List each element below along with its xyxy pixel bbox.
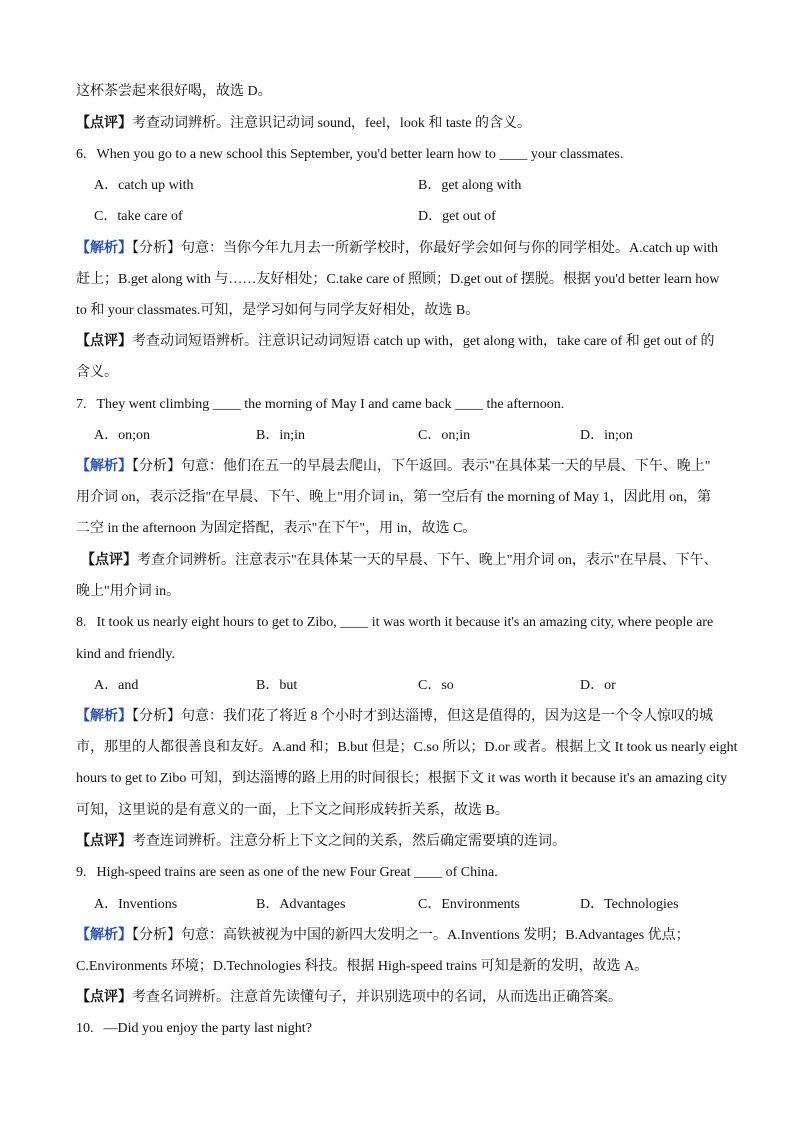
q6-option-d: D．get out of xyxy=(418,209,496,224)
question-number: 9. xyxy=(76,865,87,880)
q9-comment-line-1: 【点评】考查名词辨析。注意首先读懂句子，并识别选项中的名词，从而选出正确答案。 xyxy=(76,990,622,1005)
q7-comment-line-2: 晚上"用介词 in。 xyxy=(76,584,181,599)
fenxi-tag: 【分析】 xyxy=(132,928,181,943)
question-8-stem: 8. It took us nearly eight hours to get to Zibo, ____ it was worth it because it's an amazing city, where people are xyxy=(76,613,748,633)
q6-analysis-line-2: 赶上；B.get along with 与……友好相处；C.take care of 照顾；D.get out of 摆脱。根据 you'd better learn how xyxy=(76,272,720,287)
q9-analysis-line-1: 【解析】【分析】句意：高铁被视为中国的新四大发明之一。A.Inventions 发明；B.Advantages 优点； xyxy=(76,928,690,943)
question-number: 7. xyxy=(76,397,87,412)
q8-option-d: D．or xyxy=(580,678,616,693)
q8-analysis-line-1: 【解析】【分析】句意：我们花了将近 8 个小时才到达淄博，但这是值得的，因为这是一个令人惊叹的城 xyxy=(76,709,713,724)
q8-option-c: C．so xyxy=(418,678,454,693)
answer-continuation: 这杯茶尝起来很好喝，故选 D。 xyxy=(76,84,272,99)
comment-tag: 【点评】 xyxy=(81,553,137,568)
q9-option-a: A．Inventions xyxy=(94,897,178,912)
q7-analysis-line-3: 二空 in the afternoon 为固定搭配，表示"在下午"，用 in，故选 C。 xyxy=(76,521,477,536)
question-number: 8. xyxy=(76,615,87,630)
fenxi-tag: 【分析】 xyxy=(132,241,181,256)
q6-comment-line-1: 【点评】考查动词短语辨析。注意识记动词短语 catch up with，get along with，take care of 和 get out of 的 xyxy=(76,334,715,349)
q8-option-b: B．but xyxy=(256,678,298,693)
question-7-stem: 7. They went climbing ____ the morning of May I and came back ____ the afternoon. xyxy=(76,395,748,415)
q6-option-a: A．catch up with xyxy=(94,178,194,193)
q6-analysis-line-1: 【解析】【分析】句意：当你今年九月去一所新学校时，你最好学会如何与你的同学相处。A.catch up with xyxy=(76,241,719,256)
q7-option-b: B．in;in xyxy=(256,428,306,443)
q8-comment-line-1: 【点评】考查连词辨析。注意分析上下文之间的关系，然后确定需要填的连词。 xyxy=(76,834,566,849)
q7-option-c: C．on;in xyxy=(418,428,471,443)
q7-analysis-line-2: 用介词 on，表示泛指"在早晨、下午、晚上"用介词 in，第一空后有 the morning of May 1，因此用 on，第 xyxy=(76,490,712,505)
jiexi-tag: 【解析】 xyxy=(76,459,132,474)
question-number: 10. xyxy=(76,1021,94,1036)
q7-option-d: D．in;on xyxy=(580,428,633,443)
fenxi-tag: 【分析】 xyxy=(132,709,181,724)
question-number: 6. xyxy=(76,147,87,162)
question-6-stem: 6. When you go to a new school this September, you'd better learn how to ____ your classmates. xyxy=(76,145,748,165)
q9-option-d: D．Technologies xyxy=(580,897,679,912)
comment-tag: 【点评】 xyxy=(76,116,132,131)
fenxi-tag: 【分析】 xyxy=(132,459,181,474)
q9-analysis-line-2: C.Environments 环境；D.Technologies 科技。根据 High-speed trains 可知是新的发明，故选 A。 xyxy=(76,959,649,974)
q8-analysis-line-3: hours to get to Zibo 可知，到达淄博的路上用的时间很长；根据下文 it was worth it because it's an amazing city xyxy=(76,771,728,786)
q6-option-c: C．take care of xyxy=(94,209,183,224)
question-10-stem: 10. —Did you enjoy the party last night? xyxy=(76,1019,748,1039)
q6-option-b: B．get along with xyxy=(418,178,522,193)
jiexi-tag: 【解析】 xyxy=(76,241,132,256)
q9-option-c: C．Environments xyxy=(418,897,520,912)
q6-analysis-line-3: to 和 your classmates.可知，是学习如何与同学友好相处，故选 B。 xyxy=(76,303,480,318)
comment-tag: 【点评】 xyxy=(76,990,132,1005)
q7-option-a: A．on;on xyxy=(94,428,150,443)
comment-tag: 【点评】 xyxy=(76,334,132,349)
q7-comment-line-1: 【点评】考查介词辨析。注意表示"在具体某一天的早晨、下午、晚上"用介词 on，表示"在早晨、下午、 xyxy=(81,553,718,568)
question-9-stem: 9. High-speed trains are seen as one of the new Four Great ____ of China. xyxy=(76,863,748,883)
q7-analysis-line-1: 【解析】【分析】句意：他们在五一的早晨去爬山，下午返回。表示"在具体某一天的早晨、下午、晚上" xyxy=(76,459,711,474)
q6-comment-line-2: 含义。 xyxy=(76,365,118,380)
jiexi-tag: 【解析】 xyxy=(76,928,132,943)
q8-analysis-line-4: 可知，这里说的是有意义的一面，上下文之间形成转折关系，故选 B。 xyxy=(76,803,509,818)
question-8-stem-line-2: kind and friendly. xyxy=(76,647,176,662)
comment-tag: 【点评】 xyxy=(76,834,132,849)
q9-option-b: B．Advantages xyxy=(256,897,346,912)
q8-option-a: A．and xyxy=(94,678,139,693)
comment-line: 【点评】考查动词辨析。注意识记动词 sound，feel，look 和 taste 的含义。 xyxy=(76,116,531,131)
q8-analysis-line-2: 市，那里的人都很善良和友好。A.and 和；B.but 但是；C.so 所以；D.or 或者。根据上文 It took us nearly eight xyxy=(76,740,738,755)
jiexi-tag: 【解析】 xyxy=(76,709,132,724)
